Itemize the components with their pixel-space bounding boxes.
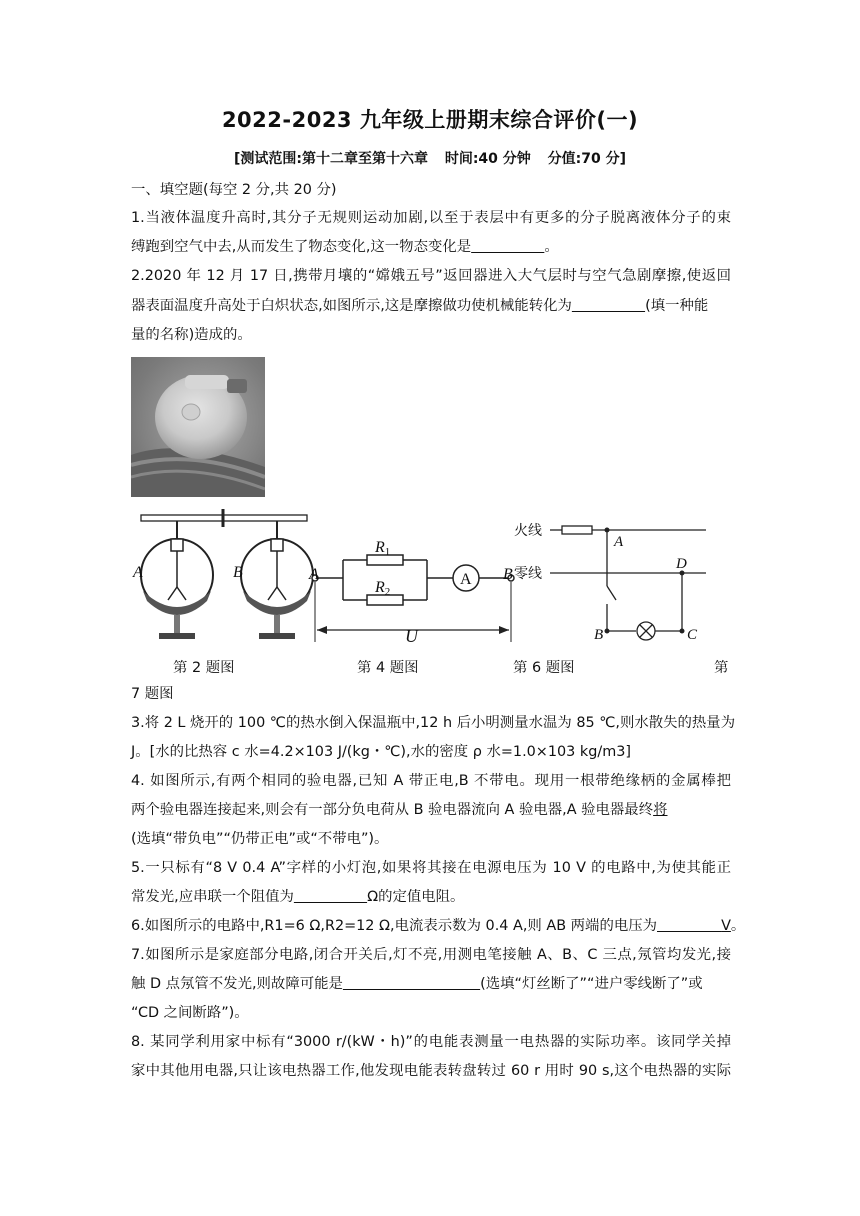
caption-q7-part2: 7 题图: [131, 686, 174, 702]
q4-line2: [131, 800, 731, 820]
capsule-image: [131, 357, 265, 497]
live-wire-label: 火线: [514, 523, 542, 539]
q1-blank: [471, 239, 544, 255]
caption-q6: 第 6 题图: [513, 660, 575, 676]
electroscope-figure: [127, 505, 315, 645]
caption-q7-part1: 第: [714, 660, 729, 676]
neutral-wire-label: 零线: [514, 566, 542, 582]
q2-text: 器表面温度升高处于白炽状态,如图所示,这是摩擦做功使机械能转化为: [131, 298, 572, 314]
circuit-a-label: A: [309, 566, 319, 583]
section-heading: 一、填空题(每空 2 分,共 20 分): [131, 182, 337, 198]
q1-text: 缚跑到空气中去,从而发生了物态变化,这一物态变化是: [131, 239, 472, 255]
point-b-label: B: [594, 627, 604, 643]
q2-line3: 量的名称)造成的。: [131, 327, 252, 343]
electroscope-a-label: A: [133, 564, 143, 581]
q3-line1: 3.将 2 L 烧开的 100 ℃的热水倒入保温瓶中,12 h 后小明测量水温为 85 ℃,则水散失的热量为: [131, 715, 736, 731]
voltage-label: U: [405, 626, 418, 645]
exam-scope: [测试范围:第十二章至第十六章: [233, 151, 428, 167]
caption-q2: 第 2 题图: [173, 660, 235, 676]
q6-text: 6.如图所示的电路中,R1=6 Ω,R2=12 Ω,电流表示数为 0.4 A,则 AB 两端的电压为: [131, 918, 658, 934]
q4-underlined: 将: [653, 802, 668, 818]
q3-line2: J。[水的比热容 c 水=4.2×103 J/(kg・℃),水的密度 ρ 水=1.0×103 kg/m3]: [131, 744, 631, 760]
caption-q4: 第 4 题图: [357, 660, 419, 676]
q7-text: 触 D 点氖管不发光,则故障可能是: [131, 976, 343, 992]
ammeter-label: A: [460, 571, 472, 588]
exam-score: 分值:70 分]: [547, 151, 627, 167]
q5-blank: [294, 889, 367, 905]
q6-end: 。: [730, 918, 746, 934]
q5-line1: 5.一只标有“8 V 0.4 A”字样的小灯泡,如果将其接在电源电压为 10 V 的电路中,为使其能正: [131, 860, 731, 876]
q6-blank: [657, 918, 731, 934]
q4-text: 两个验电器连接起来,则会有一部分负电荷从 B 验电器流向 A 验电器,A 验电器最终: [131, 802, 654, 818]
q1-line2: [131, 237, 731, 257]
q1-end: 。: [544, 239, 559, 255]
q8-line1: 8. 某同学利用家中标有“3000 r/(kW・h)”的电能表测量一电热器的实际功率。该同学关掉: [131, 1034, 731, 1050]
capsule-photo: [131, 357, 265, 497]
exam-info: [0, 148, 860, 168]
q7-text-end: (选填“灯丝断了”“进户零线断了”或: [480, 976, 703, 992]
page-title: 2022-2023 九年级上册期末综合评价(一): [221, 108, 639, 132]
household-circuit-figure: [510, 518, 710, 643]
point-c-label: C: [687, 627, 698, 643]
q7-line3: “CD 之间断路”)。: [131, 1005, 249, 1021]
q2-blank: [572, 298, 645, 314]
q7-blank: [343, 976, 480, 992]
point-d-label: D: [676, 556, 687, 572]
q5-text: 常发光,应串联一个阻值为: [131, 889, 294, 905]
q7-line1: 7.如图所示是家庭部分电路,闭合开关后,灯不亮,用测电笔接触 A、B、C 三点,氖管均发光,接: [131, 947, 731, 963]
r2-label: R2: [375, 579, 391, 598]
q8-line2: 家中其他用电器,只让该电热器工作,他发现电能表转盘转过 60 r 用时 90 s,这个电热器的实际: [131, 1063, 731, 1079]
point-a-label: A: [614, 534, 624, 550]
circuit-b-label: B: [503, 566, 513, 583]
q4-line1: 4. 如图所示,有两个相同的验电器,已知 A 带正电,B 不带电。现用一根带绝缘柄的金属棒把: [131, 773, 731, 789]
q7-line2: [131, 974, 731, 994]
q2-line1: 2.2020 年 12 月 17 日,携带月壤的“嫦娥五号”返回器进入大气层时与空气急剧摩擦,使返回: [131, 268, 731, 284]
q5-text-end: Ω的定值电阻。: [367, 889, 465, 905]
exam-time: 时间:40 分钟: [444, 151, 531, 167]
q2-line2: [131, 296, 731, 316]
q2-text-end: (填一种能: [645, 298, 709, 314]
q1-line1: 1.当液体温度升高时,其分子无规则运动加剧,以至于表层中有更多的分子脱离液体分子的束: [131, 210, 731, 226]
q4-line3: (选填“带负电”“仍带正电”或“不带电”)。: [131, 831, 389, 847]
q5-line2: [131, 887, 731, 907]
resistor-circuit-figure: [305, 530, 527, 645]
electroscope-b-label: B: [233, 564, 243, 581]
q6-line1: [131, 916, 746, 936]
q6-unit: V: [721, 918, 731, 934]
r1-label: R1: [375, 539, 391, 558]
